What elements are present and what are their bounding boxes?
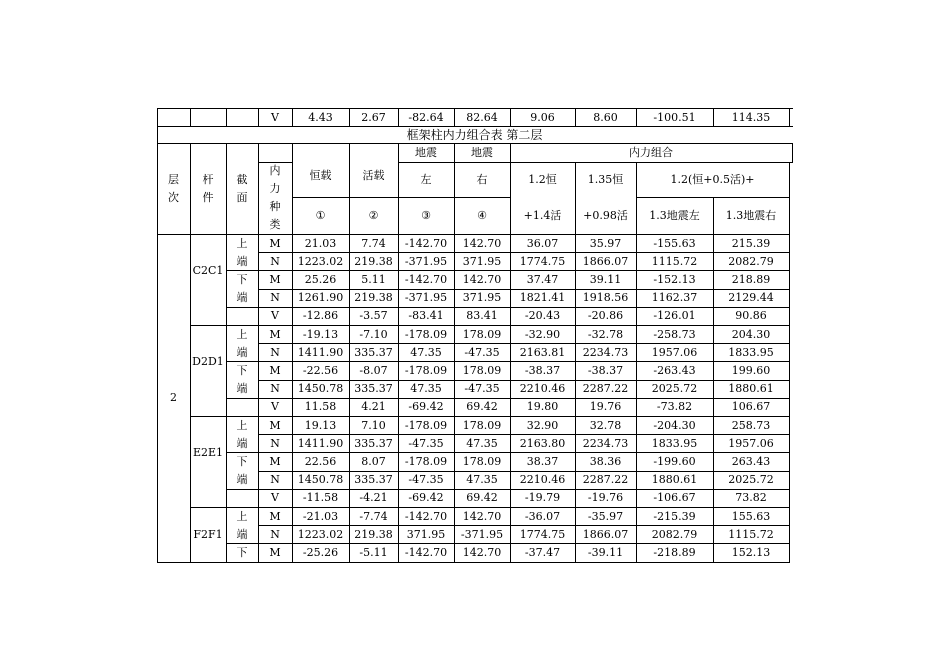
- grid-line: [258, 234, 259, 563]
- grid-line: [510, 162, 793, 163]
- table-cell: -142.70: [404, 272, 448, 286]
- table-cell: -5.11: [359, 545, 388, 559]
- header-eq-right: 右: [476, 173, 488, 186]
- table-cell: 47.35: [410, 382, 442, 396]
- table-cell: -142.70: [404, 509, 448, 523]
- table-cell: 2163.80: [519, 436, 566, 450]
- grid-line: [190, 143, 191, 235]
- header-num-1: ①: [315, 209, 326, 222]
- table-cell: 215.39: [731, 236, 771, 250]
- section-label: 端: [236, 436, 248, 450]
- table-cell: -8.07: [359, 363, 388, 377]
- table-cell: -371.95: [460, 527, 504, 541]
- table-cell: 38.37: [526, 454, 559, 468]
- table-cell: -178.09: [404, 454, 448, 468]
- grid-line: [636, 234, 637, 563]
- force-type: N: [270, 254, 280, 268]
- prev-row-value: 4.43: [308, 110, 333, 124]
- force-type: M: [269, 545, 281, 559]
- table-cell: 219.38: [354, 291, 393, 305]
- table-cell: -69.42: [408, 491, 444, 505]
- table-cell: -12.86: [302, 309, 339, 323]
- table-cell: 8.07: [361, 454, 386, 468]
- force-type: M: [269, 454, 281, 468]
- force-type: M: [269, 236, 281, 250]
- table-cell: -38.37: [587, 363, 624, 377]
- header-section: [226, 143, 258, 234]
- table-cell: 1833.95: [651, 436, 698, 450]
- grid-line: [510, 143, 511, 235]
- header-member-char: 件: [202, 190, 214, 204]
- section-label: 端: [236, 291, 248, 305]
- table-cell: 1880.61: [651, 473, 698, 487]
- table-cell: 142.70: [462, 509, 502, 523]
- table-cell: -83.41: [408, 309, 444, 323]
- table-cell: 142.70: [462, 236, 502, 250]
- table-cell: -35.97: [587, 509, 624, 523]
- grid-line: [398, 143, 399, 235]
- grid-line: [157, 143, 158, 235]
- table-cell: 1261.90: [297, 291, 344, 305]
- table-cell: 2163.81: [519, 345, 566, 359]
- force-type: M: [269, 327, 281, 341]
- grid-line: [575, 234, 576, 563]
- table-cell: -155.63: [653, 236, 696, 250]
- table-cell: -25.26: [302, 545, 339, 559]
- prev-row-value: 82.64: [466, 110, 498, 124]
- table-cell: -32.90: [524, 327, 561, 341]
- header-combo3-right: 1.3地震右: [725, 209, 777, 222]
- header-combo: 内力组合: [629, 146, 673, 159]
- section-label: 下: [236, 272, 248, 286]
- grid-line: [713, 197, 714, 235]
- table-cell: 47.35: [466, 473, 498, 487]
- table-cell: 371.95: [462, 254, 502, 268]
- header-combo3-line1: 1.2(恒+0.5活)+: [670, 173, 755, 186]
- grid-line: [258, 143, 259, 235]
- table-cell: -142.70: [404, 545, 448, 559]
- table-cell: -39.11: [587, 545, 624, 559]
- member-C2C1: C2C1: [192, 263, 224, 277]
- grid-line: [157, 108, 158, 127]
- table-cell: -21.03: [302, 509, 339, 523]
- layer-value: 2: [170, 391, 177, 405]
- table-cell: 371.95: [406, 527, 446, 541]
- table-cell: 1115.72: [651, 254, 698, 268]
- member-D2D1: D2D1: [192, 354, 224, 368]
- header-num-4: ④: [477, 209, 487, 222]
- table-cell: -4.21: [359, 491, 388, 505]
- table-cell: 2082.79: [728, 254, 774, 268]
- grid-line: [226, 234, 227, 563]
- force-type: M: [269, 509, 281, 523]
- section-label: 端: [236, 473, 248, 487]
- table-cell: 178.09: [462, 363, 502, 377]
- table-cell: 5.11: [361, 272, 386, 286]
- grid-line: [398, 234, 399, 563]
- table-cell: -47.35: [464, 382, 500, 396]
- table-cell: 19.80: [526, 400, 559, 414]
- table-cell: 36.07: [526, 236, 559, 250]
- grid-line: [292, 197, 511, 198]
- table-cell: 11.58: [304, 400, 337, 414]
- table-cell: 1866.07: [582, 254, 629, 268]
- section-label: 端: [236, 254, 248, 268]
- table-cell: -3.57: [359, 309, 388, 323]
- force-type: N: [270, 473, 280, 487]
- force-type: N: [270, 382, 280, 396]
- header-section-char: 面: [236, 190, 248, 204]
- table-cell: 19.13: [304, 418, 337, 432]
- header-num-3: ③: [421, 209, 431, 222]
- table-cell: 73.82: [735, 491, 767, 505]
- table-cell: -22.56: [302, 363, 339, 377]
- header-member: [190, 143, 226, 234]
- table-cell: -69.42: [408, 400, 444, 414]
- table-cell: 1833.95: [728, 345, 774, 359]
- table-cell: 1880.61: [728, 382, 774, 396]
- grid-line: [226, 489, 259, 490]
- table-cell: 218.89: [731, 272, 771, 286]
- table-cell: 2210.46: [519, 382, 566, 396]
- grid-line: [349, 234, 350, 563]
- table-cell: 2025.72: [651, 382, 698, 396]
- table-cell: -215.39: [653, 509, 696, 523]
- table-cell: 2234.73: [582, 345, 629, 359]
- grid-line: [190, 108, 191, 127]
- table-cell: -19.79: [524, 491, 561, 505]
- table-cell: 1115.72: [728, 527, 774, 541]
- header-force-type-char: 内: [269, 163, 281, 177]
- header-member-char: 杆: [202, 172, 214, 186]
- force-type: M: [269, 363, 281, 377]
- header-num-2: ②: [368, 209, 379, 222]
- table-cell: -371.95: [404, 291, 448, 305]
- table-cell: 1223.02: [297, 254, 344, 268]
- table-cell: 38.36: [589, 454, 622, 468]
- table-cell: -263.43: [653, 363, 696, 377]
- table-cell: 1411.90: [297, 345, 344, 359]
- prev-row-value: -100.51: [653, 110, 696, 124]
- force-type: M: [269, 418, 281, 432]
- table-cell: -47.35: [408, 436, 444, 450]
- table-cell: -7.74: [359, 509, 388, 523]
- table-cell: 1774.75: [519, 527, 566, 541]
- grid-line: [454, 234, 455, 563]
- header-combo2-line1: 1.35恒: [587, 173, 624, 186]
- header-force-type-char: 类: [269, 217, 281, 231]
- grid-line: [510, 234, 511, 563]
- table-cell: 4.21: [361, 400, 386, 414]
- table-cell: 90.86: [735, 309, 767, 323]
- header-layer: [157, 143, 190, 234]
- table-cell: -32.78: [587, 327, 624, 341]
- grid-line: [226, 543, 259, 544]
- table-cell: -106.67: [653, 491, 696, 505]
- grid-line: [226, 270, 259, 271]
- table-cell: 1774.75: [519, 254, 566, 268]
- table-cell: -38.37: [524, 363, 561, 377]
- section-label: 下: [236, 363, 248, 377]
- table-cell: 1223.02: [297, 527, 344, 541]
- grid-line: [157, 234, 158, 563]
- grid-line: [157, 126, 158, 144]
- table-cell: -258.73: [653, 327, 696, 341]
- grid-line: [636, 197, 790, 198]
- grid-line: [789, 234, 790, 563]
- table-cell: 69.42: [466, 491, 498, 505]
- header-eq-left: 左: [420, 173, 432, 186]
- table-cell: 1866.07: [582, 527, 629, 541]
- table-cell: 2287.22: [582, 473, 629, 487]
- prev-row-value: 2.67: [361, 110, 386, 124]
- table-cell: 47.35: [466, 436, 498, 450]
- table-cell: -20.43: [524, 309, 561, 323]
- table-cell: 7.74: [361, 236, 386, 250]
- table-cell: -178.09: [404, 327, 448, 341]
- table-cell: 178.09: [462, 454, 502, 468]
- grid-line: [636, 162, 637, 235]
- table-cell: 335.37: [354, 382, 393, 396]
- force-type: V: [271, 400, 279, 414]
- table-cell: 47.35: [410, 345, 442, 359]
- header-layer-char: 层: [168, 172, 179, 186]
- table-cell: 2287.22: [582, 382, 629, 396]
- table-cell: 178.09: [462, 418, 502, 432]
- table-cell: 2025.72: [728, 473, 774, 487]
- table-cell: 258.73: [731, 418, 771, 432]
- table-cell: 39.11: [589, 272, 622, 286]
- section-label: 下: [236, 545, 248, 559]
- table-cell: 178.09: [462, 327, 502, 341]
- grid-line: [258, 162, 293, 163]
- table-cell: 142.70: [462, 272, 502, 286]
- grid-line: [792, 143, 793, 163]
- grid-line: [349, 143, 350, 235]
- header-combo1-line2: +1.4活: [523, 209, 562, 222]
- table-cell: -47.35: [408, 473, 444, 487]
- table-cell: -218.89: [653, 545, 696, 559]
- header-section-char: 截: [236, 172, 248, 186]
- table-cell: -36.07: [524, 509, 561, 523]
- header-force-type: [258, 161, 292, 234]
- table-cell: 1162.37: [651, 291, 698, 305]
- force-type: N: [270, 345, 280, 359]
- prev-row-value: 8.60: [593, 110, 618, 124]
- table-cell: -142.70: [404, 236, 448, 250]
- table-cell: 1450.78: [297, 473, 344, 487]
- member-F2F1: F2F1: [193, 527, 223, 541]
- header-eq-left-title: 地震: [415, 146, 437, 159]
- grid-line: [226, 398, 259, 399]
- table-cell: 37.47: [526, 272, 559, 286]
- table-cell: 335.37: [354, 345, 393, 359]
- grid-line: [226, 361, 259, 362]
- header-combo1-line1: 1.2恒: [528, 173, 557, 186]
- grid-line: [226, 108, 227, 127]
- table-cell: -7.10: [359, 327, 388, 341]
- table-cell: 142.70: [462, 545, 502, 559]
- table-cell: 2210.46: [519, 473, 566, 487]
- grid-line: [454, 143, 455, 235]
- table-cell: 22.56: [304, 454, 337, 468]
- section-label: 上: [236, 327, 248, 341]
- table-cell: 35.97: [589, 236, 622, 250]
- table-cell: -11.58: [302, 491, 339, 505]
- table-cell: 19.76: [589, 400, 622, 414]
- table-cell: 1450.78: [297, 382, 344, 396]
- table-cell: 219.38: [354, 527, 393, 541]
- section-label: 上: [236, 236, 248, 250]
- grid-line: [226, 307, 259, 308]
- force-type: N: [270, 436, 280, 450]
- section-label: 上: [236, 509, 248, 523]
- table-cell: 152.13: [731, 545, 771, 559]
- table-cell: 21.03: [304, 236, 337, 250]
- table-cell: -73.82: [656, 400, 693, 414]
- table-cell: -371.95: [404, 254, 448, 268]
- table-cell: -47.35: [464, 345, 500, 359]
- table-cell: -19.76: [587, 491, 624, 505]
- grid-line: [190, 234, 191, 563]
- table-cell: 2234.73: [582, 436, 629, 450]
- table-cell: 106.67: [731, 400, 771, 414]
- table-cell: 32.90: [526, 418, 559, 432]
- table-cell: -152.13: [653, 272, 696, 286]
- grid-line: [789, 108, 790, 127]
- grid-line: [575, 162, 576, 235]
- section-label: 端: [236, 382, 248, 396]
- header-layer-char: 次: [168, 190, 179, 204]
- table-cell: 2129.44: [728, 291, 774, 305]
- table-cell: -126.01: [653, 309, 696, 323]
- section-label: 上: [236, 418, 248, 432]
- table-cell: 263.43: [731, 454, 771, 468]
- table-cell: 32.78: [589, 418, 622, 432]
- force-type: N: [270, 527, 280, 541]
- header-force-type-char: 种: [269, 199, 281, 213]
- table-cell: 204.30: [731, 327, 771, 341]
- grid-line: [292, 143, 293, 235]
- member-E2E1: E2E1: [192, 445, 224, 459]
- table-cell: 335.37: [354, 473, 393, 487]
- grid-line: [226, 452, 259, 453]
- table-cell: 1957.06: [651, 345, 698, 359]
- table-cell: 25.26: [304, 272, 337, 286]
- table-cell: 335.37: [354, 436, 393, 450]
- section-label: 端: [236, 345, 248, 359]
- force-type: V: [271, 491, 279, 505]
- table-cell: 2082.79: [651, 527, 698, 541]
- table-cell: 219.38: [354, 254, 393, 268]
- table-cell: -20.86: [587, 309, 624, 323]
- force-type: M: [269, 272, 281, 286]
- header-combo2-line2: +0.98活: [583, 209, 628, 222]
- header-eq-right-title: 地震: [471, 146, 493, 159]
- section-label: 端: [236, 527, 248, 541]
- section-label: 下: [236, 454, 248, 468]
- table-title: 框架柱内力组合表 第二层: [406, 127, 543, 142]
- header-combo3-left: 1.3地震左: [649, 209, 700, 222]
- table-cell: 155.63: [731, 509, 771, 523]
- table-cell: 199.60: [731, 363, 771, 377]
- table-cell: 1821.41: [519, 291, 566, 305]
- grid-line: [226, 143, 227, 235]
- prev-row-value: 114.35: [731, 110, 771, 124]
- force-type: V: [271, 309, 279, 323]
- table-cell: -178.09: [404, 418, 448, 432]
- table-cell: -19.13: [302, 327, 339, 341]
- table-cell: -199.60: [653, 454, 696, 468]
- prev-row-value: -82.64: [408, 110, 444, 124]
- table-cell: 371.95: [462, 291, 502, 305]
- table-cell: 1918.56: [582, 291, 629, 305]
- table-cell: -178.09: [404, 363, 448, 377]
- table-cell: -37.47: [524, 545, 561, 559]
- prev-row-force-type: V: [271, 110, 279, 124]
- table-cell: 83.41: [466, 309, 498, 323]
- table-cell: 1957.06: [728, 436, 774, 450]
- header-force-type-char: 力: [269, 181, 281, 195]
- grid-line: [713, 234, 714, 563]
- table-cell: 69.42: [466, 400, 498, 414]
- table-cell: 7.10: [361, 418, 386, 432]
- table-cell: -204.30: [653, 418, 696, 432]
- grid-line: [292, 234, 293, 563]
- force-type: N: [270, 291, 280, 305]
- grid-line: [789, 162, 790, 235]
- grid-line: [157, 562, 790, 563]
- grid-line: [398, 162, 511, 163]
- header-dead: 恒载: [309, 168, 332, 182]
- prev-row-value: 9.06: [530, 110, 555, 124]
- header-live: 活载: [362, 168, 385, 182]
- table-cell: 1411.90: [297, 436, 344, 450]
